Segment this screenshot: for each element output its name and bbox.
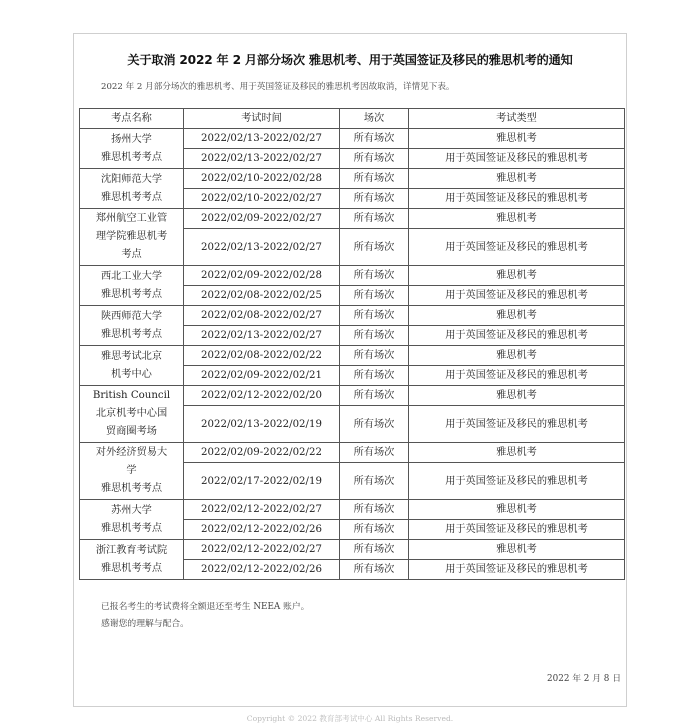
session-cell: 所有场次 xyxy=(340,346,409,366)
session-cell: 所有场次 xyxy=(340,229,409,266)
exam-type-cell: 雅思机考 xyxy=(409,540,625,560)
table-row xyxy=(80,540,625,560)
session-cell: 所有场次 xyxy=(340,149,409,169)
center-name-cell xyxy=(80,346,184,386)
center-name-line: 沈阳师范大学 xyxy=(100,173,163,185)
session-cell: 所有场次 xyxy=(340,520,409,540)
exam-type-cell: 用于英国签证及移民的雅思机考 xyxy=(409,406,625,443)
table-row xyxy=(80,386,625,406)
exam-type-cell: 用于英国签证及移民的雅思机考 xyxy=(409,366,625,386)
session-cell: 所有场次 xyxy=(340,560,409,580)
table-header-row xyxy=(80,109,625,129)
exam-time-cell: 2022/02/13-2022/02/27 xyxy=(184,326,340,346)
center-name-line: 北京机考中心国 xyxy=(95,408,168,419)
center-name-line: 考点 xyxy=(121,249,142,260)
exam-time-cell: 2022/02/13-2022/02/19 xyxy=(184,406,340,443)
center-name-line: 雅思机考考点 xyxy=(100,328,163,340)
exam-type-cell: 雅思机考 xyxy=(409,500,625,520)
center-name-line: 郑州航空工业管 xyxy=(95,213,168,224)
exam-type-cell: 雅思机考 xyxy=(409,386,625,406)
center-name-line: 贸商圈考场 xyxy=(106,426,157,437)
session-cell: 所有场次 xyxy=(340,169,409,189)
center-name-line: 苏州大学 xyxy=(111,504,152,516)
header-exam-time: 考试时间 xyxy=(184,109,340,129)
center-name-line: 学 xyxy=(126,465,137,476)
table-row xyxy=(80,129,625,149)
header-center-name: 考点名称 xyxy=(80,109,184,129)
exam-time-cell: 2022/02/08-2022/02/25 xyxy=(184,286,340,306)
session-cell: 所有场次 xyxy=(340,540,409,560)
center-name-line: 西北工业大学 xyxy=(100,270,163,282)
table-row xyxy=(80,500,625,520)
exam-type-cell: 雅思机考 xyxy=(409,346,625,366)
center-name-cell xyxy=(80,386,184,443)
center-name-line: 雅思机考考点 xyxy=(100,562,163,574)
session-cell: 所有场次 xyxy=(340,326,409,346)
center-name-cell xyxy=(80,500,184,540)
table-row xyxy=(80,169,625,189)
exam-type-cell: 雅思机考 xyxy=(409,266,625,286)
exam-time-cell: 2022/02/10-2022/02/28 xyxy=(184,169,340,189)
notice-date: 2022 年 2 月 8 日 xyxy=(547,674,621,684)
center-name-line: 雅思机考考点 xyxy=(100,288,163,300)
exam-time-cell: 2022/02/17-2022/02/19 xyxy=(184,463,340,500)
session-cell: 所有场次 xyxy=(340,500,409,520)
session-cell: 所有场次 xyxy=(340,189,409,209)
session-cell: 所有场次 xyxy=(340,266,409,286)
exam-type-cell: 雅思机考 xyxy=(409,129,625,149)
table-body xyxy=(80,129,625,580)
exam-type-cell: 用于英国签证及移民的雅思机考 xyxy=(409,189,625,209)
cancellation-table xyxy=(79,108,625,580)
session-cell: 所有场次 xyxy=(340,306,409,326)
exam-type-cell: 用于英国签证及移民的雅思机考 xyxy=(409,326,625,346)
exam-type-cell: 雅思机考 xyxy=(409,169,625,189)
exam-type-cell: 用于英国签证及移民的雅思机考 xyxy=(409,463,625,500)
exam-type-cell: 雅思机考 xyxy=(409,443,625,463)
exam-time-cell: 2022/02/09-2022/02/28 xyxy=(184,266,340,286)
exam-time-cell: 2022/02/12-2022/02/27 xyxy=(184,540,340,560)
exam-time-cell: 2022/02/09-2022/02/27 xyxy=(184,209,340,229)
exam-time-cell: 2022/02/10-2022/02/27 xyxy=(184,189,340,209)
exam-time-cell: 2022/02/12-2022/02/26 xyxy=(184,560,340,580)
copyright-footer: Copyright © 2022 教育部考试中心 All Rights Reserved. xyxy=(246,714,454,723)
center-name-line: 扬州大学 xyxy=(111,133,152,145)
exam-type-cell: 用于英国签证及移民的雅思机考 xyxy=(409,149,625,169)
center-name-cell xyxy=(80,443,184,500)
exam-time-cell: 2022/02/08-2022/02/22 xyxy=(184,346,340,366)
session-cell: 所有场次 xyxy=(340,406,409,443)
header-exam-type: 考试类型 xyxy=(409,109,625,129)
session-cell: 所有场次 xyxy=(340,443,409,463)
center-name-line: British Council xyxy=(92,390,171,401)
exam-type-cell: 雅思机考 xyxy=(409,209,625,229)
exam-time-cell: 2022/02/08-2022/02/27 xyxy=(184,306,340,326)
center-name-line: 浙江教育考试院 xyxy=(95,544,168,556)
table-row xyxy=(80,266,625,286)
center-name-cell xyxy=(80,129,184,169)
exam-time-cell: 2022/02/13-2022/02/27 xyxy=(184,129,340,149)
center-name-line: 雅思机考考点 xyxy=(100,483,163,494)
exam-type-cell: 用于英国签证及移民的雅思机考 xyxy=(409,229,625,266)
notice-title: 关于取消 2022 年 2 月部分场次 雅思机考、用于英国签证及移民的雅思机考的通知 xyxy=(127,53,573,67)
table-row xyxy=(80,443,625,463)
center-name-line: 理学院雅思机考 xyxy=(95,231,168,242)
notice-intro: 2022 年 2 月部分场次的雅思机考、用于英国签证及移民的雅思机考因故取消，详情见下表。 xyxy=(101,82,455,92)
exam-time-cell: 2022/02/09-2022/02/21 xyxy=(184,366,340,386)
center-name-line: 机考中心 xyxy=(111,368,152,380)
center-name-line: 雅思机考考点 xyxy=(100,522,163,534)
exam-time-cell: 2022/02/09-2022/02/22 xyxy=(184,443,340,463)
center-name-cell xyxy=(80,306,184,346)
table-row xyxy=(80,306,625,326)
center-name-cell xyxy=(80,266,184,306)
refund-note: 已报名考生的考试费将全额退还至考生 NEEA 账户。 xyxy=(101,602,310,612)
center-name-line: 雅思考试北京 xyxy=(100,350,163,362)
exam-time-cell: 2022/02/12-2022/02/27 xyxy=(184,500,340,520)
exam-type-cell: 用于英国签证及移民的雅思机考 xyxy=(409,286,625,306)
notice-paper xyxy=(73,33,627,707)
exam-time-cell: 2022/02/12-2022/02/20 xyxy=(184,386,340,406)
center-name-cell xyxy=(80,169,184,209)
exam-time-cell: 2022/02/12-2022/02/26 xyxy=(184,520,340,540)
exam-type-cell: 用于英国签证及移民的雅思机考 xyxy=(409,520,625,540)
session-cell: 所有场次 xyxy=(340,209,409,229)
center-name-cell xyxy=(80,540,184,580)
header-session: 场次 xyxy=(340,109,409,129)
session-cell: 所有场次 xyxy=(340,286,409,306)
center-name-line: 雅思机考考点 xyxy=(100,191,163,203)
exam-time-cell: 2022/02/13-2022/02/27 xyxy=(184,149,340,169)
table-row xyxy=(80,209,625,229)
session-cell: 所有场次 xyxy=(340,463,409,500)
center-name-line: 雅思机考考点 xyxy=(100,151,163,163)
center-name-line: 对外经济贸易大 xyxy=(95,447,168,458)
table-row xyxy=(80,346,625,366)
center-name-line: 陕西师范大学 xyxy=(100,310,163,322)
session-cell: 所有场次 xyxy=(340,366,409,386)
exam-type-cell: 用于英国签证及移民的雅思机考 xyxy=(409,560,625,580)
session-cell: 所有场次 xyxy=(340,129,409,149)
session-cell: 所有场次 xyxy=(340,386,409,406)
exam-type-cell: 雅思机考 xyxy=(409,306,625,326)
center-name-cell xyxy=(80,209,184,266)
thanks-note: 感谢您的理解与配合。 xyxy=(101,619,189,629)
exam-time-cell: 2022/02/13-2022/02/27 xyxy=(184,229,340,266)
